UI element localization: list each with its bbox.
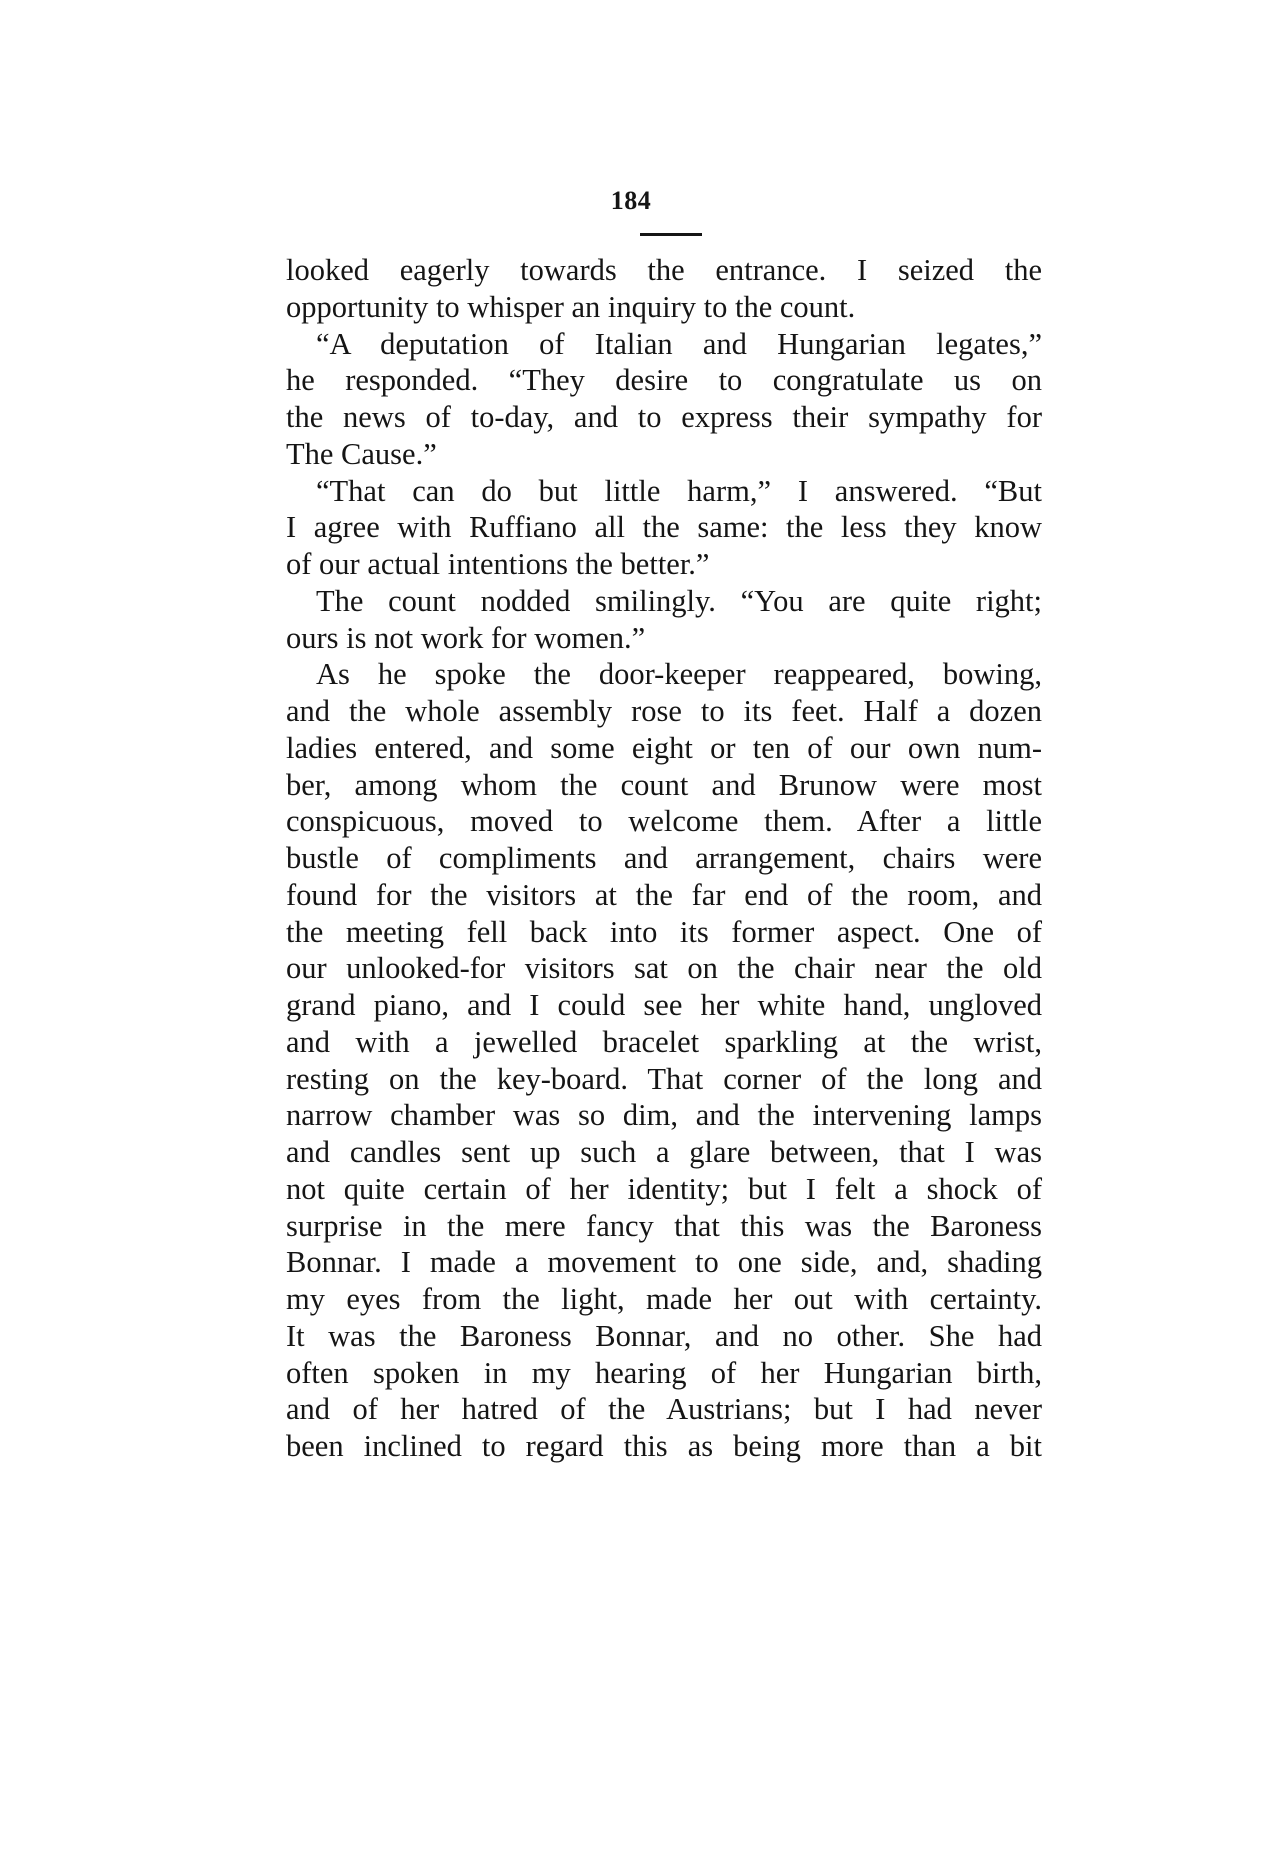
text-line: and the whole assembly rose to its feet. Half a dozen xyxy=(286,694,1042,728)
text-line: and of her hatred of the Austrians; but I had never xyxy=(286,1392,1042,1427)
text-line: ladies entered, and some eight or ten of our own num- xyxy=(286,730,1042,765)
text-line: found for the visitors at the far end of the room, and xyxy=(286,877,1042,912)
text-line: resting on the key-board. That corner of the long and xyxy=(286,1061,1042,1096)
text-line: As he spoke the door-keeper reappeared, bowing, xyxy=(316,657,1042,692)
text-line: The count nodded smilingly. “You are quite right; xyxy=(316,583,1042,618)
text-line: looked eagerly towards the entrance. I seized the xyxy=(286,253,1042,287)
text-line: surprise in the mere fancy that this was the Baroness xyxy=(286,1208,1042,1243)
text-line: and with a jewelled bracelet sparkling at the wrist, xyxy=(286,1024,1042,1059)
text-line: and candles sent up such a glare between, that I was xyxy=(286,1135,1042,1169)
header-rule xyxy=(640,233,702,236)
text-line: ours is not work for women.” xyxy=(286,620,646,655)
text-line: Bonnar. I made a movement to one side, and, shading xyxy=(286,1245,1042,1280)
text-line: bustle of compliments and arrangement, chairs were xyxy=(286,841,1042,875)
body-text xyxy=(286,252,1042,1465)
text-line: not quite certain of her identity; but I felt a shock of xyxy=(286,1171,1042,1206)
text-line: I agree with Ruffiano all the same: the less they know xyxy=(286,510,1042,545)
text-line: It was the Baroness Bonnar, and no other. She had xyxy=(286,1318,1042,1353)
text-line: he responded. “They desire to congratulate us on xyxy=(286,363,1042,398)
text-line: “A deputation of Italian and Hungarian legates,” xyxy=(316,326,1042,361)
text-line: ber, among whom the count and Brunow were most xyxy=(286,767,1042,802)
text-line: The Cause.” xyxy=(286,436,437,471)
text-line: “That can do but little harm,” I answered. “But xyxy=(316,473,1042,508)
text-line: grand piano, and I could see her white hand, ungloved xyxy=(286,988,1042,1022)
text-line: often spoken in my hearing of her Hungarian birth, xyxy=(286,1355,1042,1390)
text-line: our unlooked-for visitors sat on the chair near the old xyxy=(286,951,1042,986)
page-number: 184 xyxy=(610,186,652,215)
text-line: conspicuous, moved to welcome them. After a little xyxy=(286,804,1042,839)
text-line: the news of to-day, and to express their sympathy for xyxy=(286,400,1042,434)
text-line: opportunity to whisper an inquiry to the count. xyxy=(286,289,856,324)
text-line: my eyes from the light, made her out with certainty. xyxy=(286,1282,1042,1316)
text-line: the meeting fell back into its former aspect. One of xyxy=(286,914,1042,949)
text-line: of our actual intentions the better.” xyxy=(286,547,710,581)
text-line: been inclined to regard this as being more than a bit xyxy=(286,1429,1042,1463)
text-line: narrow chamber was so dim, and the intervening lamps xyxy=(286,1098,1042,1133)
